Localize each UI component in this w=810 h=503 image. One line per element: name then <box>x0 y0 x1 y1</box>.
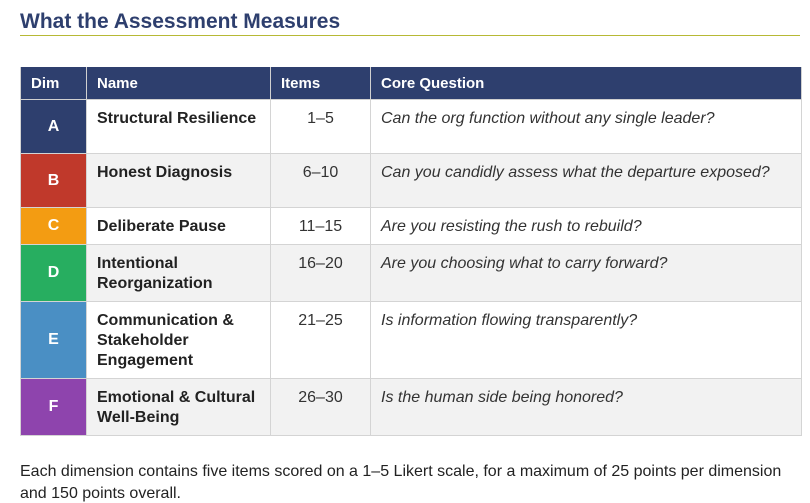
title-divider <box>20 35 800 36</box>
scoring-note: Each dimension contains five items scored on a 1–5 Likert scale, for a maximum of 25 points per dimension and 150 points overall. <box>20 463 782 502</box>
table-header-row <box>21 67 802 100</box>
dim-badge: F <box>21 379 87 436</box>
dimension-name: Communication & Stakeholder Engagement <box>87 302 271 379</box>
core-question: Are you choosing what to carry forward? <box>371 245 802 302</box>
header-core-question: Core Question <box>371 67 802 100</box>
dim-badge: C <box>21 208 87 245</box>
dim-badge: A <box>21 100 87 154</box>
header-dim: Dim <box>21 67 87 100</box>
header-items: Items <box>271 67 371 100</box>
dim-badge: D <box>21 245 87 302</box>
item-range: 26–30 <box>271 379 371 436</box>
table-row <box>21 379 802 436</box>
item-range: 21–25 <box>271 302 371 379</box>
dimension-name: Honest Diagnosis <box>87 154 271 208</box>
section-title: What the Assessment Measures <box>20 10 341 33</box>
dim-badge: E <box>21 302 87 379</box>
core-question: Can the org function without any single leader? <box>371 100 802 154</box>
dimension-name: Intentional Reorganization <box>87 245 271 302</box>
item-range: 16–20 <box>271 245 371 302</box>
dimension-name: Emotional & Cultural Well-Being <box>87 379 271 436</box>
item-range: 11–15 <box>271 208 371 245</box>
dimensions-table <box>20 67 802 436</box>
table-row <box>21 302 802 379</box>
core-question: Are you resisting the rush to rebuild? <box>371 208 802 245</box>
item-range: 1–5 <box>271 100 371 154</box>
dimension-name: Deliberate Pause <box>87 208 271 245</box>
table-row <box>21 208 802 245</box>
table-row <box>21 100 802 154</box>
core-question: Is the human side being honored? <box>371 379 802 436</box>
core-question: Is information flowing transparently? <box>371 302 802 379</box>
header-name: Name <box>87 67 271 100</box>
table-row <box>21 154 802 208</box>
dim-badge: B <box>21 154 87 208</box>
core-question: Can you candidly assess what the departure exposed? <box>371 154 802 208</box>
item-range: 6–10 <box>271 154 371 208</box>
table-row <box>21 245 802 302</box>
dimension-name: Structural Resilience <box>87 100 271 154</box>
